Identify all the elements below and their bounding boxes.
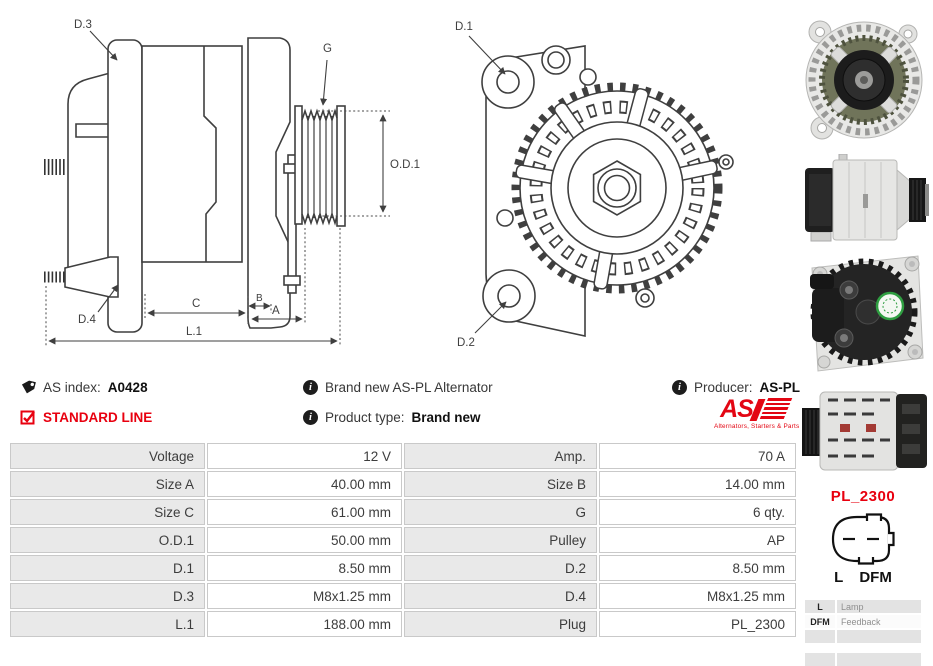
dim-label-d4: D.4 bbox=[78, 314, 96, 326]
info-icon: i bbox=[303, 410, 318, 425]
aspl-logo bbox=[714, 393, 800, 437]
product-type-value: Brand new bbox=[411, 409, 481, 425]
spec-label-cell: O.D.1 bbox=[10, 527, 205, 553]
plug-legend bbox=[805, 600, 921, 666]
spec-value-cell: PL_2300 bbox=[599, 611, 796, 637]
standard-line-row bbox=[20, 407, 152, 427]
spec-value-cell: 50.00 mm bbox=[207, 527, 402, 553]
legend-empty-cell bbox=[837, 630, 921, 643]
standard-line-text: STANDARD LINE bbox=[43, 409, 153, 425]
plug-connector-diagram bbox=[827, 513, 899, 567]
as-index-value: A0428 bbox=[107, 379, 148, 395]
spec-label-cell: D.1 bbox=[10, 555, 205, 581]
tag-icon bbox=[20, 379, 36, 395]
dim-label-l1: L.1 bbox=[186, 326, 202, 338]
dim-label-g: G bbox=[323, 43, 332, 55]
dim-label-d2: D.2 bbox=[457, 337, 475, 349]
spec-value-cell: 8.50 mm bbox=[207, 555, 402, 581]
product-photo-rear[interactable] bbox=[802, 250, 927, 377]
spec-label-cell: Amp. bbox=[404, 443, 597, 469]
spec-value-cell: M8x1.25 mm bbox=[599, 583, 796, 609]
dim-label-a: A bbox=[272, 305, 280, 317]
side-view-drawing bbox=[18, 4, 438, 360]
spec-label-cell: Voltage bbox=[10, 443, 205, 469]
product-photo-side-left[interactable] bbox=[800, 384, 931, 476]
aspl-logo-tagline: Alternators, Starters & Parts bbox=[714, 423, 800, 430]
legend-desc-cell: Lamp bbox=[837, 600, 921, 613]
product-type-label: Product type: bbox=[325, 409, 405, 425]
as-index-row bbox=[20, 377, 148, 397]
legend-empty-cell bbox=[805, 630, 835, 643]
spec-label-cell: G bbox=[404, 499, 597, 525]
dim-label-d3: D.3 bbox=[74, 19, 92, 31]
spec-value-cell: 14.00 mm bbox=[599, 471, 796, 497]
product-photo-front[interactable] bbox=[802, 6, 927, 152]
plug-pin-l: L bbox=[834, 569, 844, 586]
plug-pin-labels bbox=[793, 569, 933, 586]
legend-code-cell: L bbox=[805, 600, 835, 613]
product-photo-side-right[interactable] bbox=[803, 154, 931, 246]
brand-new-text: Brand new AS-PL Alternator bbox=[325, 379, 493, 395]
spec-label-cell: D.2 bbox=[404, 555, 597, 581]
spec-value-cell: AP bbox=[599, 527, 796, 553]
producer-label: Producer: bbox=[694, 379, 753, 395]
spec-value-cell: M8x1.25 mm bbox=[207, 583, 402, 609]
spec-value-cell: 70 A bbox=[599, 443, 796, 469]
spec-value-cell: 61.00 mm bbox=[207, 499, 402, 525]
brand-new-row bbox=[303, 377, 493, 397]
spec-label-cell: D.3 bbox=[10, 583, 205, 609]
spec-label-cell: Size A bbox=[10, 471, 205, 497]
spec-label-cell: Plug bbox=[404, 611, 597, 637]
dim-label-c: C bbox=[192, 298, 201, 310]
legend-desc-cell: Feedback bbox=[837, 615, 921, 628]
front-view-drawing bbox=[425, 6, 785, 358]
legend-empty-cell bbox=[805, 653, 835, 666]
spec-value-cell: 8.50 mm bbox=[599, 555, 796, 581]
spec-value-cell: 12 V bbox=[207, 443, 402, 469]
spec-label-cell: Pulley bbox=[404, 527, 597, 553]
spec-value-cell: 6 qty. bbox=[599, 499, 796, 525]
spec-label-cell: D.4 bbox=[404, 583, 597, 609]
spec-label-cell: Size C bbox=[10, 499, 205, 525]
legend-empty-cell bbox=[837, 653, 921, 666]
dim-label-od1: O.D.1 bbox=[390, 159, 421, 171]
spec-label-cell: L.1 bbox=[10, 611, 205, 637]
spec-value-cell: 40.00 mm bbox=[207, 471, 402, 497]
spec-label-cell: Size B bbox=[404, 471, 597, 497]
as-index-label: AS index: bbox=[43, 379, 101, 395]
producer-value: AS-PL bbox=[759, 379, 801, 395]
plug-name: PL_2300 bbox=[830, 488, 896, 505]
checkbox-checked-icon bbox=[20, 409, 36, 425]
info-icon: i bbox=[303, 380, 318, 395]
aspl-logo-text: AS bbox=[720, 395, 753, 423]
plug-section bbox=[793, 488, 933, 666]
info-icon: i bbox=[672, 380, 687, 395]
legend-code-cell: DFM bbox=[805, 615, 835, 628]
dim-label-d1: D.1 bbox=[455, 21, 473, 33]
legend-gap bbox=[805, 645, 921, 651]
spec-value-cell: 188.00 mm bbox=[207, 611, 402, 637]
dim-label-b: B bbox=[256, 293, 263, 304]
product-type-row bbox=[303, 407, 481, 427]
spec-table bbox=[10, 443, 790, 637]
plug-pin-dfm: DFM bbox=[859, 569, 892, 586]
